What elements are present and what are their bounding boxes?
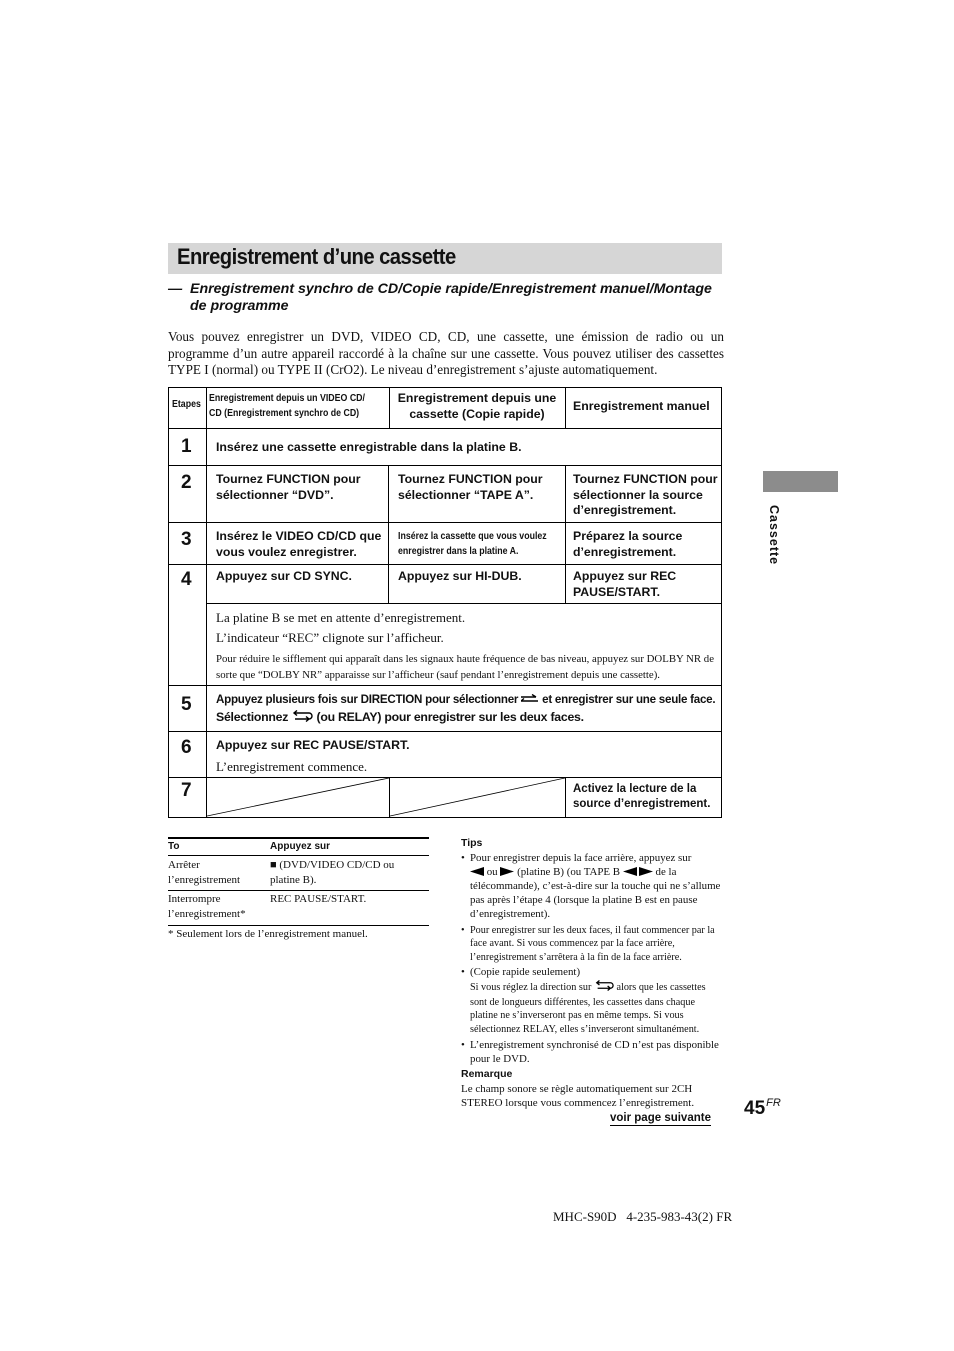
step-number: 2 xyxy=(181,472,192,493)
row-divider xyxy=(169,685,721,686)
step3-col1: Insérez le VIDEO CD/CD que vous voulez enregistrer. xyxy=(216,529,382,559)
section-tab-label: Cassette xyxy=(767,505,781,566)
tip1-part-c: (platine B) (ou TAPE B xyxy=(517,865,621,878)
step3-col3: Préparez la source d’enregistrement. xyxy=(573,529,683,559)
empty-cell-diagonal xyxy=(390,778,565,817)
tip-item xyxy=(461,852,723,922)
tip-item: • L’enregistrement synchronisé de CD n’est pas disponible pour le DVD. xyxy=(461,1039,723,1066)
row-divider xyxy=(207,603,721,604)
rewind-play-icon xyxy=(470,867,484,881)
step4-col3: Appuyez sur REC PAUSE/START. xyxy=(573,569,677,599)
intro-paragraph: Vous pouvez enregistrer un DVD, VIDEO CD, CD, une cassette, une émission de radio ou un programme d’un autre appareil raccordé à la chaîne sur une cassette. Vous pouvez utiliser des cassettes TYPE I (normal) ou TYPE II (CrO2). Le niveau d’enregistrement s’ajuste automatiquement. xyxy=(168,329,724,377)
tip3-part-a: (Copie rapide seulement) xyxy=(470,966,581,979)
page-language: FR xyxy=(766,1097,781,1109)
step2-col2: Tournez FUNCTION pour sélectionner “TAPE A”. xyxy=(398,472,543,502)
row-divider xyxy=(169,428,721,429)
row-divider xyxy=(169,564,721,565)
row-divider xyxy=(169,522,721,523)
tip3-body xyxy=(470,982,706,1035)
step3-col2-line1: Insérez la cassette que vous voulez xyxy=(398,531,547,542)
step4-note2: L’indicateur “REC” clignote sur l’afficheur. xyxy=(216,630,444,645)
step3-col2-line2: enregistrer dans la platine A. xyxy=(398,546,519,557)
row-divider xyxy=(169,465,721,466)
stop-row-action: Interrompre l’enregistrement* xyxy=(168,893,246,920)
step-number: 5 xyxy=(181,694,192,715)
step4-note3: Pour réduire le sifflement qui apparaît dans les signaux haute fréquence de bas niveau, appuyez sur DOLBY NR de sorte que “DOLBY NR” apparaisse sur l’afficheur (sauf pendant l’enregistrement depuis une cassette). xyxy=(216,653,715,681)
tips-list xyxy=(461,852,723,1066)
steps-table xyxy=(168,387,722,818)
step-number: 4 xyxy=(181,569,192,590)
one-way-direction-icon xyxy=(521,693,539,709)
page-number-value: 45 xyxy=(744,1098,766,1119)
tip1-part-b: ou xyxy=(486,865,498,878)
step7-col3: Activez la lecture de la source d’enregistrement. xyxy=(573,783,711,810)
step1-text: Insérez une cassette enregistrable dans la platine B. xyxy=(216,440,522,454)
tips-heading: Tips xyxy=(461,837,483,849)
tip1-part-a: Pour enregistrer depuis la face arrière, appuyez sur xyxy=(470,852,692,864)
stop-row-action: Arrêter l’enregistrement xyxy=(168,859,241,886)
remarque-heading: Remarque xyxy=(461,1068,513,1080)
step5-text xyxy=(216,692,721,726)
stop-table-rule xyxy=(168,855,429,856)
header-col1-line2: CD (Enregistrement synchro de CD) xyxy=(209,408,360,419)
empty-cell-diagonal xyxy=(207,778,389,817)
forward-play-icon xyxy=(500,867,514,881)
step4-col2: Appuyez sur HI-DUB. xyxy=(398,569,522,583)
stop-table-footnote: * Seulement lors de l’enregistrement manuel. xyxy=(168,928,368,940)
stop-table-rule xyxy=(168,925,429,926)
step5-line2b: (ou RELAY) pour enregistrer sur les deux faces. xyxy=(316,710,584,724)
col-divider xyxy=(565,777,566,817)
header-col2: Enregistrement depuis une cassette (Copie rapide) xyxy=(397,391,557,421)
stop-row-button: ■ (DVD/VIDEO CD/CD ou platine B). xyxy=(270,859,395,886)
header-steps: Etapes xyxy=(172,399,201,410)
step-number: 1 xyxy=(181,436,192,457)
title-bar xyxy=(168,243,722,274)
stop-table-header-press: Appuyez sur xyxy=(270,841,331,852)
step5-line2a: Sélectionnez xyxy=(216,710,289,724)
tip-item: • Pour enregistrer sur les deux faces, il faut commencer par la face avant. Si vous commencez par la face arrière, l’enregistrement s’arrêtera à la fin de la face arrière. xyxy=(461,924,723,965)
header-col1 xyxy=(209,391,389,421)
col-divider xyxy=(388,465,389,603)
reverse-forward-play-icon xyxy=(623,867,653,881)
header-col1-line1: Enregistrement depuis un VIDEO CD/ xyxy=(209,393,365,404)
step5-line1b: et enregistrer sur une seule face. xyxy=(542,693,716,706)
step5-line2 xyxy=(216,709,721,726)
footer-model-code: MHC-S90D 4-235-983-43(2) FR xyxy=(553,1209,733,1224)
remarque-text: Le champ sonore se règle automatiquement sur 2CH STEREO lorsque vous commencez l’enregistrement. xyxy=(461,1083,695,1109)
subtitle-text: Enregistrement synchro de CD/Copie rapide/Enregistrement manuel/Montage de programme xyxy=(190,281,712,314)
page-title: Enregistrement d’une cassette xyxy=(177,244,456,269)
header-col3: Enregistrement manuel xyxy=(573,399,710,413)
step4-note1: La platine B se met en attente d’enregistrement. xyxy=(216,610,466,625)
two-way-direction-icon xyxy=(291,710,313,726)
stop-table-rule xyxy=(168,890,429,891)
step2-col1: Tournez FUNCTION pour sélectionner “DVD”. xyxy=(216,472,361,502)
tip1-part-d: de la télécommande), c’est-à-dire sur la touche qui ne s’allume pas après l’étape 4 (lorsque la platine B est en pause d’enregistrement). xyxy=(470,865,721,920)
subtitle-dash: — xyxy=(168,281,183,297)
step5-line1a: Appuyez plusieurs fois sur DIRECTION pour sélectionner xyxy=(216,693,519,706)
step6-note: L’enregistrement commence. xyxy=(216,759,368,774)
step6-text: Appuyez sur REC PAUSE/START. xyxy=(216,738,410,752)
stop-table-header-to: To xyxy=(168,841,180,852)
step-number: 3 xyxy=(181,529,192,550)
step3-col2 xyxy=(398,529,565,559)
two-way-direction-icon xyxy=(594,980,614,996)
section-tab-marker xyxy=(763,471,838,492)
col-divider xyxy=(565,388,566,428)
continue-next-page: voir page suivante xyxy=(610,1112,711,1124)
page-number xyxy=(744,1097,781,1120)
step4-col1: Appuyez sur CD SYNC. xyxy=(216,569,352,583)
tip3-part-b: Si vous réglez la direction sur xyxy=(470,982,592,993)
stop-row-button: REC PAUSE/START. xyxy=(270,893,367,905)
step-number: 6 xyxy=(181,737,192,758)
col-divider xyxy=(206,388,207,817)
step5-line1 xyxy=(216,692,721,709)
step2-col3: Tournez FUNCTION pour sélectionner la source d’enregistrement. xyxy=(573,472,718,517)
tip-item xyxy=(461,966,723,1037)
step-number: 7 xyxy=(181,780,192,801)
row-divider xyxy=(169,731,721,732)
tip3-part-c: alors que les cassettes sont de longueurs différentes, les cassettes dans chaque platine ne s’inverseront pas en même temps. Si vous sélectionnez RELAY, elles s’inverseront simultanément. xyxy=(470,982,706,1036)
